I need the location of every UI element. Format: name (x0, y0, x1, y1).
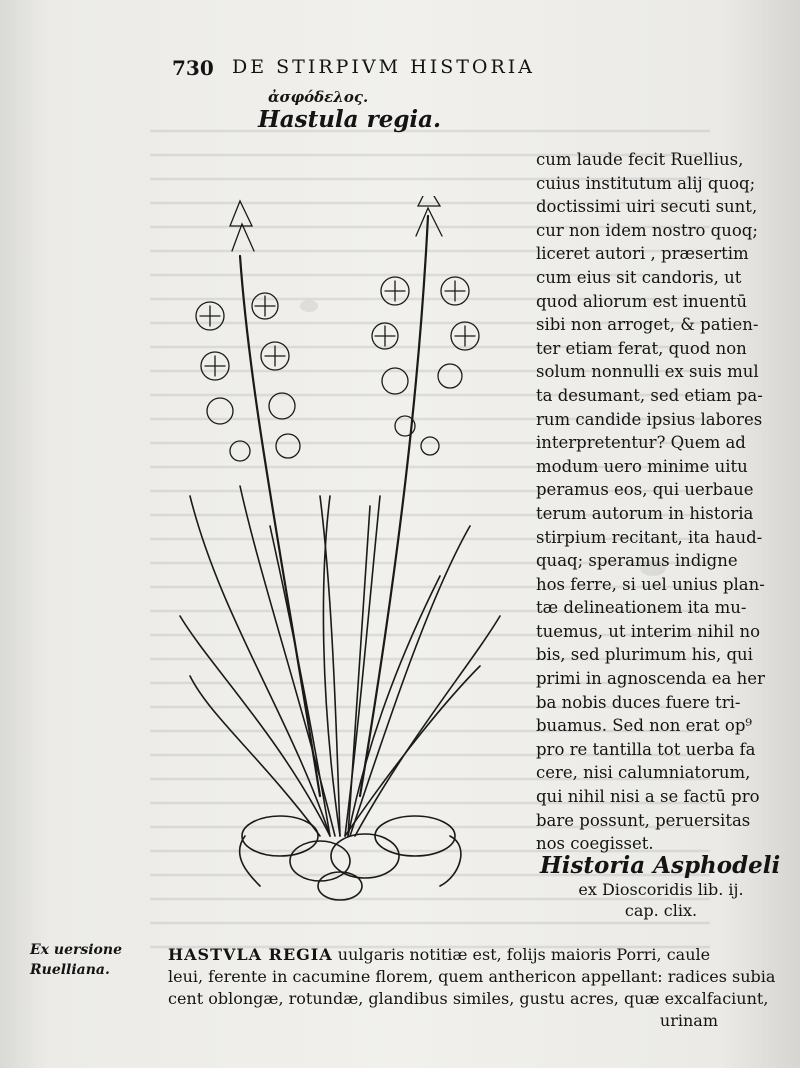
commentary-line: quaq; speramus indigne (536, 551, 738, 571)
commentary-line: modum uero minime uitu (536, 456, 748, 476)
section-title: Historia Asphodeli (540, 852, 781, 879)
margin-note-line: Ruelliana. (30, 962, 110, 978)
commentary-line: cur non idem nostro quoq; (536, 220, 758, 240)
commentary-line: stirpium recitant, ita haud- (536, 527, 763, 547)
commentary-line: cere, nisi calumniatorum, (536, 763, 751, 783)
commentary-line: buamus. Sed non erat op⁹ (536, 716, 753, 736)
plate-title: Hastula regia. (258, 106, 442, 133)
commentary-line: bis, sed plurimum his, qui (536, 645, 753, 665)
margin-note (30, 940, 122, 980)
commentary-line: cuius institutum alij quoq; (536, 173, 756, 193)
commentary-line: primi in agnoscenda ea her (536, 669, 765, 689)
commentary-line: cum eius sit candoris, ut (536, 267, 742, 287)
body-line (168, 944, 768, 966)
margin-note-line: Ex uersione (30, 942, 122, 958)
commentary-line: tuemus, ut interim nihil no (536, 621, 760, 641)
commentary-line: nos coegisset. (536, 834, 654, 854)
page-number: 730 (172, 56, 214, 80)
commentary-line: peramus eos, qui uerbaue (536, 480, 754, 500)
commentary-line: ta desumant, sed etiam pa- (536, 385, 763, 405)
commentary-line: interpretentur? Quem ad (536, 433, 746, 453)
lead-capitals: HASTVLA REGIA (168, 945, 333, 964)
commentary-line: rum candide ipsius labores (536, 409, 763, 429)
section-heading-block (536, 852, 786, 921)
commentary-line: ter etiam ferat, quod non (536, 338, 747, 358)
body-line: cent oblongæ, rotundæ, glandibus similes, gustu acres, quæ excalfaciunt, (168, 989, 769, 1008)
commentary-line: terum autorum in historia (536, 503, 754, 523)
commentary-line: quod aliorum est inuentū (536, 291, 747, 311)
body-line-rest: uulgaris notitiæ est, folijs maioris Porri, caule (332, 945, 711, 964)
commentary-line: ba nobis duces fuere tri- (536, 692, 741, 712)
body-line: leui, ferente in cacumine florem, quem anthericon appellant: radices subia (168, 967, 776, 986)
running-header (0, 52, 800, 82)
body-line: urinam (659, 1011, 718, 1030)
asphodel-woodcut-illustration (170, 196, 520, 906)
commentary-line: doctissimi uiri secuti sunt, (536, 197, 758, 217)
commentary-column (536, 148, 780, 856)
section-subtitle-line: cap. clix. (624, 901, 698, 920)
commentary-line: liceret autori , præsertim (536, 244, 749, 264)
greek-plant-name: ἀσφόδελος. (268, 88, 369, 106)
commentary-line: solum nonnulli ex suis mul (536, 362, 759, 382)
commentary-line: pro re tantilla tot uerba fa (536, 739, 756, 759)
commentary-line: cum laude fecit Ruellius, (536, 150, 744, 169)
commentary-line: hos ferre, si uel unius plan- (536, 574, 765, 594)
commentary-line: tæ delineationem ita mu- (536, 598, 747, 618)
commentary-line: qui nihil nisi a se factū pro (536, 787, 760, 807)
body-paragraph (168, 944, 776, 1032)
section-subtitle-line: ex Dioscoridis lib. ij. (578, 880, 744, 899)
commentary-line: bare possunt, peruersitas (536, 810, 751, 830)
commentary-line: sibi non arroget, & patien- (536, 315, 759, 335)
running-title: DE STIRPIVM HISTORIA (232, 56, 536, 78)
